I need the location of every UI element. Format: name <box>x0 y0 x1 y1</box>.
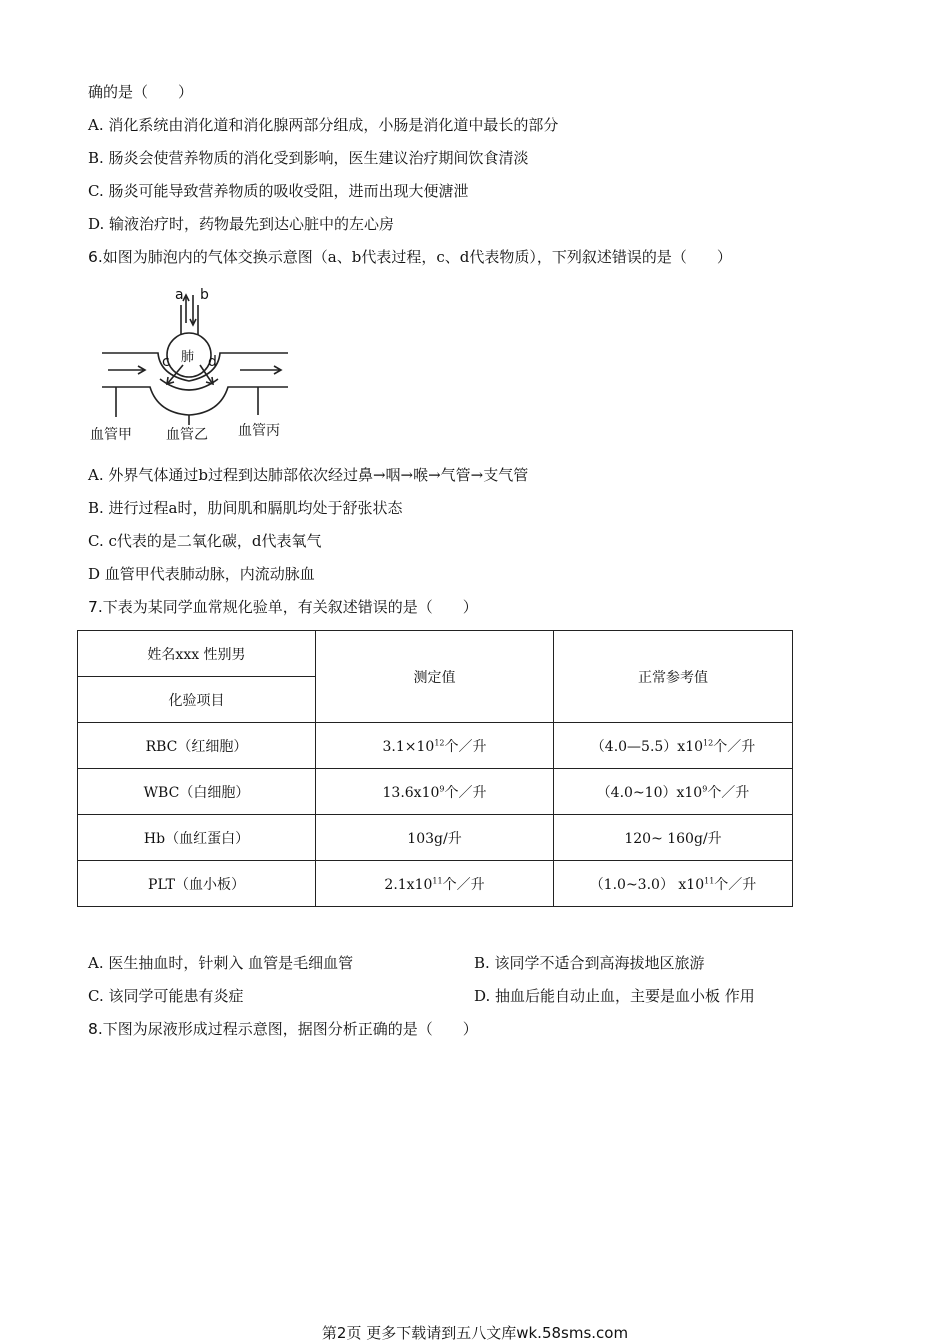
diagram-vessel-3: 血管丙 <box>238 423 280 439</box>
q6-stem <box>88 247 732 267</box>
diagram-label-a: a <box>175 287 184 303</box>
q7-option-a: A. 医生抽血时，针刺入 血管是毛细血管 <box>88 954 354 972</box>
q8-stem <box>88 1019 478 1039</box>
cell-measured: $3.1\times 10^{12}$个／升 <box>316 723 554 769</box>
table-row <box>78 861 793 907</box>
cell-item: PLT（血小板） <box>78 861 316 907</box>
cell-measured: $13.6x10^9$个／升 <box>316 769 554 815</box>
q7-option-c: C. 该同学可能患有炎症 <box>88 987 244 1005</box>
header-measured: 测定值 <box>316 631 554 723</box>
table-row <box>78 769 793 815</box>
diagram-label-lung: 肺 <box>181 350 195 365</box>
diagram-vessel-2: 血管乙 <box>166 427 208 443</box>
header-reference: 正常参考值 <box>554 631 793 723</box>
blood-test-table <box>77 630 793 907</box>
table-row <box>78 723 793 769</box>
cell-measured: 103g/升 <box>316 815 554 861</box>
header-item: 化验项目 <box>78 677 316 723</box>
page-footer: 第2页 更多下载请到五八文库wk.58sms.com <box>321 1324 629 1342</box>
q5-option-d: D. 输液治疗时，药物最先到达心脏中的左心房 <box>88 215 395 233</box>
q5-option-c: C. 肠炎可能导致营养物质的吸收受阻，进而出现大便溏泄 <box>88 182 469 200</box>
q5-option-a: A. 消化系统由消化道和消化腺两部分组成，小肠是消化道中最长的部分 <box>88 116 559 134</box>
cell-reference: $(4.0\sim 10)x10^9$个／升 <box>554 769 793 815</box>
q7-stem <box>88 597 478 617</box>
header-name-gender: 姓名xxx 性别男 <box>78 631 316 677</box>
cell-reference: 120~ 160g/升 <box>554 815 793 861</box>
q7-stem-text: 下表为某同学血常规化验单，有关叙述错误的是（ ） <box>102 598 478 616</box>
cell-measured: $2.1x10^{11}$个／升 <box>316 861 554 907</box>
q6-option-c: C. c代表的是二氧化碳，d代表氧气 <box>88 532 322 550</box>
q7-option-d: D. 抽血后能自动止血，主要是血小板 作用 <box>474 987 755 1005</box>
q8-stem-text: 下图为尿液形成过程示意图，据图分析正确的是（ ） <box>102 1020 478 1038</box>
q7-option-b: B. 该同学不适合到高海拔地区旅游 <box>474 954 705 972</box>
cell-reference: （1.0~3.0） $x10^{11}$个／升 <box>554 861 793 907</box>
q6-option-a: A. 外界气体通过b过程到达肺部依次经过鼻→咽→喉→气管→支气管 <box>88 466 529 484</box>
diagram-label-d: d <box>208 354 217 370</box>
q6-stem-text: 如图为肺泡内的气体交换示意图（a、b代表过程，c、d代表物质），下列叙述错误的是（ ） <box>102 248 732 266</box>
q6-option-d: D 血管甲代表肺动脉，内流动脉血 <box>88 565 315 583</box>
diagram-label-c: c <box>162 354 170 370</box>
cell-item: WBC（白细胞） <box>78 769 316 815</box>
q5-stem-tail: 确的是（ ） <box>88 83 194 101</box>
q6-number: 6. <box>88 248 103 266</box>
cell-item: Hb（血红蛋白） <box>78 815 316 861</box>
diagram-label-b: b <box>200 287 209 303</box>
q8-number: 8. <box>88 1020 103 1038</box>
q6-option-b: B. 进行过程a时，肋间肌和膈肌均处于舒张状态 <box>88 499 403 517</box>
alveolus-gas-exchange-diagram <box>88 283 308 448</box>
cell-reference: $(4.0—5.5)x10^{12}$个／升 <box>554 723 793 769</box>
diagram-vessel-1: 血管甲 <box>90 427 132 443</box>
q7-number: 7. <box>88 598 103 616</box>
q5-option-b: B. 肠炎会使营养物质的消化受到影响，医生建议治疗期间饮食清淡 <box>88 149 529 167</box>
cell-item: RBC（红细胞） <box>78 723 316 769</box>
table-row <box>78 815 793 861</box>
